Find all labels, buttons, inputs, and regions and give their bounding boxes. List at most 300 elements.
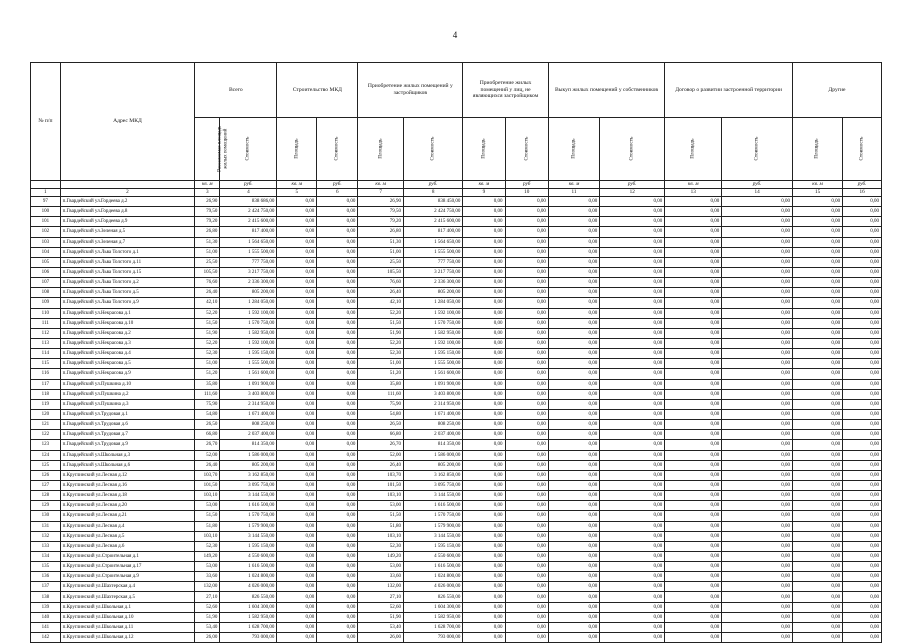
purchase-dev-area-cell: 105,50 <box>358 267 404 277</box>
total-area-cell: 53,40 <box>195 622 220 632</box>
buyout-area-cell: 0,00 <box>548 491 599 501</box>
table-row <box>31 399 882 409</box>
address-cell: п.Гвардейский ул.Льва Толстого д.5 <box>60 288 195 298</box>
purchase-dev-cost-cell: 1 616 500,00 <box>403 501 462 511</box>
agreement-area-cell: 0,00 <box>665 501 722 511</box>
buyout-area-cell: 0,00 <box>548 430 599 440</box>
other-cost-cell: 0,00 <box>843 551 882 561</box>
buyout-cost-cell: 0,00 <box>600 430 665 440</box>
purchase-dev-area-cell: 103,70 <box>358 470 404 480</box>
buyout-area-cell: 0,00 <box>548 612 599 622</box>
purchase-nondev-area-cell: 0,00 <box>463 338 505 348</box>
unit-cell: кв. м <box>665 181 722 189</box>
construction-cost-cell: 0,00 <box>317 369 358 379</box>
agreement-area-cell: 0,00 <box>665 440 722 450</box>
buyout-cost-cell: 0,00 <box>600 551 665 561</box>
purchase-nondev-area-cell: 0,00 <box>463 440 505 450</box>
other-cost-cell: 0,00 <box>843 420 882 430</box>
construction-area-cell: 0,00 <box>277 460 317 470</box>
row-number-cell: 103 <box>31 237 61 247</box>
buyout-area-cell: 0,00 <box>548 318 599 328</box>
construction-area-cell: 0,00 <box>277 501 317 511</box>
other-area-cell: 0,00 <box>792 227 842 237</box>
other-area-cell: 0,00 <box>792 531 842 541</box>
purchase-nondev-cost-cell: 0,00 <box>505 247 548 257</box>
total-area-cell: 103,70 <box>195 470 220 480</box>
agreement-cost-cell: 0,00 <box>722 217 793 227</box>
total-area-cell: 79,20 <box>195 217 220 227</box>
purchase-nondev-cost-cell: 0,00 <box>505 480 548 490</box>
table-row <box>31 197 882 207</box>
total-area-cell: 51,00 <box>195 247 220 257</box>
agreement-area-cell: 0,00 <box>665 257 722 267</box>
table-row <box>31 379 882 389</box>
purchase-nondev-area-cell: 0,00 <box>463 541 505 551</box>
row-number-cell: 121 <box>31 420 61 430</box>
purchase-nondev-cost-cell: 0,00 <box>505 551 548 561</box>
construction-area-cell: 0,00 <box>277 470 317 480</box>
table-body <box>31 197 882 643</box>
buyout-cost-cell: 0,00 <box>600 541 665 551</box>
buyout-area-cell: 0,00 <box>548 633 599 643</box>
purchase-nondev-area-cell: 0,00 <box>463 308 505 318</box>
purchase-nondev-area-cell: 0,00 <box>463 521 505 531</box>
buyout-area-cell: 0,00 <box>548 420 599 430</box>
purchase-nondev-cost-cell: 0,00 <box>505 582 548 592</box>
total-cost-cell: 1 091 900,00 <box>220 379 277 389</box>
header-group-development-agreement: Договор о развитии застроенной территории <box>665 63 793 118</box>
purchase-nondev-cost-cell: 0,00 <box>505 328 548 338</box>
row-number-cell: 112 <box>31 328 61 338</box>
buyout-area-cell: 0,00 <box>548 227 599 237</box>
total-area-cell: 51,20 <box>195 369 220 379</box>
subheader-area: Площадь <box>548 118 599 181</box>
subheader-cost: Стоимость <box>403 118 462 181</box>
purchase-dev-cost-cell: 814 350,00 <box>403 440 462 450</box>
total-cost-cell: 826 550,00 <box>220 592 277 602</box>
purchase-nondev-cost-cell: 0,00 <box>505 633 548 643</box>
construction-cost-cell: 0,00 <box>317 470 358 480</box>
agreement-cost-cell: 0,00 <box>722 379 793 389</box>
agreement-cost-cell: 0,00 <box>722 541 793 551</box>
total-area-cell: 149,20 <box>195 551 220 561</box>
other-cost-cell: 0,00 <box>843 430 882 440</box>
units-empty-cell <box>31 181 61 189</box>
agreement-cost-cell: 0,00 <box>722 450 793 460</box>
buyout-area-cell: 0,00 <box>548 531 599 541</box>
total-cost-cell: 1 582 950,00 <box>220 612 277 622</box>
other-cost-cell: 0,00 <box>843 237 882 247</box>
total-area-cell: 111,60 <box>195 389 220 399</box>
purchase-dev-cost-cell: 2 314 950,00 <box>403 399 462 409</box>
purchase-nondev-cost-cell: 0,00 <box>505 349 548 359</box>
row-number-cell: 134 <box>31 551 61 561</box>
construction-area-cell: 0,00 <box>277 359 317 369</box>
construction-cost-cell: 0,00 <box>317 491 358 501</box>
unit-cell: кв. м <box>463 181 505 189</box>
purchase-nondev-area-cell: 0,00 <box>463 582 505 592</box>
agreement-area-cell: 0,00 <box>665 551 722 561</box>
agreement-cost-cell: 0,00 <box>722 409 793 419</box>
column-number: 9 <box>463 189 505 197</box>
agreement-area-cell: 0,00 <box>665 480 722 490</box>
subheader-area: Площадь <box>463 118 505 181</box>
construction-area-cell: 0,00 <box>277 562 317 572</box>
agreement-cost-cell: 0,00 <box>722 480 793 490</box>
purchase-dev-cost-cell: 1 586 000,00 <box>403 450 462 460</box>
buyout-area-cell: 0,00 <box>548 389 599 399</box>
column-number: 15 <box>792 189 842 197</box>
header-group-total: Всего <box>195 63 277 118</box>
buyout-area-cell: 0,00 <box>548 338 599 348</box>
row-number-cell: 116 <box>31 369 61 379</box>
other-area-cell: 0,00 <box>792 572 842 582</box>
construction-cost-cell: 0,00 <box>317 592 358 602</box>
address-cell: п.Гвардейский ул.Пушкина д.10 <box>60 379 195 389</box>
other-cost-cell: 0,00 <box>843 278 882 288</box>
purchase-dev-area-cell: 79,50 <box>358 207 404 217</box>
row-number-cell: 109 <box>31 298 61 308</box>
construction-cost-cell: 0,00 <box>317 379 358 389</box>
row-number-cell: 132 <box>31 531 61 541</box>
row-number-cell: 101 <box>31 217 61 227</box>
other-area-cell: 0,00 <box>792 237 842 247</box>
other-area-cell: 0,00 <box>792 217 842 227</box>
total-cost-cell: 1 582 950,00 <box>220 328 277 338</box>
buyout-cost-cell: 0,00 <box>600 207 665 217</box>
construction-area-cell: 0,00 <box>277 197 317 207</box>
agreement-cost-cell: 0,00 <box>722 622 793 632</box>
other-area-cell: 0,00 <box>792 470 842 480</box>
purchase-dev-area-cell: 26,50 <box>358 420 404 430</box>
purchase-dev-cost-cell: 4 026 000,00 <box>403 582 462 592</box>
agreement-area-cell: 0,00 <box>665 298 722 308</box>
agreement-area-cell: 0,00 <box>665 470 722 480</box>
buyout-cost-cell: 0,00 <box>600 369 665 379</box>
address-cell: п.Круглинский ул.Лесная д.18 <box>60 491 195 501</box>
total-cost-cell: 805 200,00 <box>220 288 277 298</box>
purchase-nondev-cost-cell: 0,00 <box>505 460 548 470</box>
purchase-dev-cost-cell: 2 424 750,00 <box>403 207 462 217</box>
buyout-area-cell: 0,00 <box>548 278 599 288</box>
row-number-cell: 105 <box>31 257 61 267</box>
purchase-nondev-cost-cell: 0,00 <box>505 227 548 237</box>
purchase-nondev-cost-cell: 0,00 <box>505 511 548 521</box>
purchase-dev-cost-cell: 817 400,00 <box>403 227 462 237</box>
row-number-cell: 119 <box>31 399 61 409</box>
table-row <box>31 359 882 369</box>
purchase-dev-cost-cell: 826 550,00 <box>403 592 462 602</box>
agreement-area-cell: 0,00 <box>665 592 722 602</box>
agreement-area-cell: 0,00 <box>665 278 722 288</box>
construction-cost-cell: 0,00 <box>317 633 358 643</box>
buyout-cost-cell: 0,00 <box>600 592 665 602</box>
other-area-cell: 0,00 <box>792 511 842 521</box>
address-cell: п.Круглинский ул.Строительная д.17 <box>60 562 195 572</box>
purchase-nondev-area-cell: 0,00 <box>463 247 505 257</box>
agreement-cost-cell: 0,00 <box>722 207 793 217</box>
other-area-cell: 0,00 <box>792 480 842 490</box>
total-cost-cell: 1 616 500,00 <box>220 562 277 572</box>
purchase-dev-cost-cell: 808 250,00 <box>403 420 462 430</box>
purchase-dev-area-cell: 111,60 <box>358 389 404 399</box>
header-group-buyout: Выкуп жилых помещений у собственников <box>548 63 664 118</box>
other-area-cell: 0,00 <box>792 420 842 430</box>
table-row <box>31 551 882 561</box>
purchase-nondev-area-cell: 0,00 <box>463 288 505 298</box>
construction-area-cell: 0,00 <box>277 541 317 551</box>
total-area-cell: 52,60 <box>195 602 220 612</box>
total-cost-cell: 3 144 550,00 <box>220 491 277 501</box>
other-area-cell: 0,00 <box>792 349 842 359</box>
agreement-cost-cell: 0,00 <box>722 420 793 430</box>
total-area-cell: 26,00 <box>195 633 220 643</box>
buyout-area-cell: 0,00 <box>548 501 599 511</box>
buyout-cost-cell: 0,00 <box>600 389 665 399</box>
buyout-cost-cell: 0,00 <box>600 562 665 572</box>
other-cost-cell: 0,00 <box>843 470 882 480</box>
total-area-cell: 76,60 <box>195 278 220 288</box>
header-row-number: № п/п <box>31 63 61 181</box>
purchase-dev-area-cell: 76,60 <box>358 278 404 288</box>
address-cell: п.Гвардейский ул.Школьная д.3 <box>60 450 195 460</box>
column-number: 4 <box>220 189 277 197</box>
table-row <box>31 633 882 643</box>
total-cost-cell: 777 750,00 <box>220 257 277 267</box>
construction-area-cell: 0,00 <box>277 247 317 257</box>
total-cost-cell: 838 686,00 <box>220 197 277 207</box>
buyout-area-cell: 0,00 <box>548 440 599 450</box>
buyout-area-cell: 0,00 <box>548 288 599 298</box>
other-cost-cell: 0,00 <box>843 491 882 501</box>
address-cell: п.Гвардейский ул.Некрасова д.9 <box>60 369 195 379</box>
other-cost-cell: 0,00 <box>843 349 882 359</box>
purchase-nondev-cost-cell: 0,00 <box>505 409 548 419</box>
other-cost-cell: 0,00 <box>843 501 882 511</box>
purchase-dev-area-cell: 51,50 <box>358 318 404 328</box>
other-cost-cell: 0,00 <box>843 409 882 419</box>
address-cell: п.Круглинский ул.Школьная д.11 <box>60 622 195 632</box>
purchase-dev-cost-cell: 805 200,00 <box>403 460 462 470</box>
construction-area-cell: 0,00 <box>277 440 317 450</box>
purchase-dev-cost-cell: 3 144 550,00 <box>403 491 462 501</box>
construction-cost-cell: 0,00 <box>317 430 358 440</box>
construction-area-cell: 0,00 <box>277 298 317 308</box>
address-cell: п.Гвардейский ул.Льва Толстого д.1 <box>60 247 195 257</box>
other-cost-cell: 0,00 <box>843 440 882 450</box>
subheader-area: Площадь <box>792 118 842 181</box>
buyout-cost-cell: 0,00 <box>600 237 665 247</box>
purchase-dev-cost-cell: 1 628 700,00 <box>403 622 462 632</box>
purchase-dev-cost-cell: 1 595 150,00 <box>403 349 462 359</box>
column-number: 7 <box>358 189 404 197</box>
row-number-cell: 120 <box>31 409 61 419</box>
row-number-cell: 131 <box>31 521 61 531</box>
table-row <box>31 491 882 501</box>
purchase-nondev-area-cell: 0,00 <box>463 409 505 419</box>
buyout-area-cell: 0,00 <box>548 409 599 419</box>
purchase-nondev-cost-cell: 0,00 <box>505 470 548 480</box>
address-cell: п.Гвардейский ул.Некрасова д.2 <box>60 328 195 338</box>
agreement-cost-cell: 0,00 <box>722 551 793 561</box>
construction-cost-cell: 0,00 <box>317 450 358 460</box>
agreement-area-cell: 0,00 <box>665 328 722 338</box>
other-cost-cell: 0,00 <box>843 257 882 267</box>
table-row <box>31 288 882 298</box>
purchase-nondev-area-cell: 0,00 <box>463 450 505 460</box>
purchase-dev-cost-cell: 1 555 500,00 <box>403 247 462 257</box>
total-cost-cell: 793 000,00 <box>220 633 277 643</box>
address-cell: п.Гвардейский ул.Некрасова д.10 <box>60 318 195 328</box>
other-area-cell: 0,00 <box>792 551 842 561</box>
other-cost-cell: 0,00 <box>843 328 882 338</box>
address-cell: п.Гвардейский ул.Трудовая д.7 <box>60 430 195 440</box>
row-number-cell: 135 <box>31 562 61 572</box>
table-row <box>31 440 882 450</box>
construction-cost-cell: 0,00 <box>317 480 358 490</box>
purchase-nondev-cost-cell: 0,00 <box>505 399 548 409</box>
column-number: 1 <box>31 189 61 197</box>
agreement-cost-cell: 0,00 <box>722 389 793 399</box>
other-area-cell: 0,00 <box>792 359 842 369</box>
agreement-cost-cell: 0,00 <box>722 430 793 440</box>
address-cell: п.Гвардейский ул.Пушкина д.3 <box>60 399 195 409</box>
agreement-cost-cell: 0,00 <box>722 237 793 247</box>
agreement-area-cell: 0,00 <box>665 389 722 399</box>
other-cost-cell: 0,00 <box>843 592 882 602</box>
row-number-cell: 106 <box>31 267 61 277</box>
table-row <box>31 541 882 551</box>
other-area-cell: 0,00 <box>792 582 842 592</box>
total-cost-cell: 2 336 300,00 <box>220 278 277 288</box>
buyout-area-cell: 0,00 <box>548 551 599 561</box>
agreement-cost-cell: 0,00 <box>722 399 793 409</box>
agreement-area-cell: 0,00 <box>665 511 722 521</box>
purchase-nondev-cost-cell: 0,00 <box>505 369 548 379</box>
buyout-area-cell: 0,00 <box>548 592 599 602</box>
other-cost-cell: 0,00 <box>843 379 882 389</box>
other-area-cell: 0,00 <box>792 602 842 612</box>
purchase-dev-cost-cell: 1 570 750,00 <box>403 318 462 328</box>
total-cost-cell: 1 595 150,00 <box>220 349 277 359</box>
construction-area-cell: 0,00 <box>277 237 317 247</box>
agreement-cost-cell: 0,00 <box>722 470 793 480</box>
table-row <box>31 389 882 399</box>
total-area-cell: 52,20 <box>195 338 220 348</box>
purchase-nondev-area-cell: 0,00 <box>463 298 505 308</box>
buyout-area-cell: 0,00 <box>548 308 599 318</box>
total-area-cell: 52,30 <box>195 349 220 359</box>
total-cost-cell: 3 095 750,00 <box>220 480 277 490</box>
buyout-cost-cell: 0,00 <box>600 582 665 592</box>
other-area-cell: 0,00 <box>792 197 842 207</box>
agreement-area-cell: 0,00 <box>665 359 722 369</box>
row-number-cell: 104 <box>31 247 61 257</box>
buyout-cost-cell: 0,00 <box>600 622 665 632</box>
column-number: 16 <box>843 189 882 197</box>
buyout-area-cell: 0,00 <box>548 247 599 257</box>
buyout-cost-cell: 0,00 <box>600 359 665 369</box>
total-cost-cell: 1 586 000,00 <box>220 450 277 460</box>
agreement-cost-cell: 0,00 <box>722 460 793 470</box>
row-number-cell: 126 <box>31 470 61 480</box>
total-cost-cell: 1 604 300,00 <box>220 602 277 612</box>
buyout-area-cell: 0,00 <box>548 197 599 207</box>
table-row <box>31 430 882 440</box>
construction-cost-cell: 0,00 <box>317 541 358 551</box>
agreement-cost-cell: 0,00 <box>722 612 793 622</box>
construction-cost-cell: 0,00 <box>317 399 358 409</box>
purchase-nondev-area-cell: 0,00 <box>463 349 505 359</box>
address-cell: п.Гвардейский ул.Льва Толстого д.9 <box>60 298 195 308</box>
agreement-cost-cell: 0,00 <box>722 531 793 541</box>
agreement-cost-cell: 0,00 <box>722 267 793 277</box>
total-area-cell: 33,60 <box>195 572 220 582</box>
total-area-cell: 26,40 <box>195 288 220 298</box>
agreement-cost-cell: 0,00 <box>722 511 793 521</box>
total-area-cell: 132,00 <box>195 582 220 592</box>
table-row <box>31 409 882 419</box>
column-numbers-row <box>31 189 882 197</box>
row-number-cell: 139 <box>31 602 61 612</box>
agreement-cost-cell: 0,00 <box>722 491 793 501</box>
total-area-cell: 79,50 <box>195 207 220 217</box>
other-area-cell: 0,00 <box>792 257 842 267</box>
row-number-cell: 123 <box>31 440 61 450</box>
buyout-area-cell: 0,00 <box>548 450 599 460</box>
purchase-dev-cost-cell: 3 162 850,00 <box>403 470 462 480</box>
address-cell: п.Круглинский ул.Лесная д.6 <box>60 541 195 551</box>
agreement-area-cell: 0,00 <box>665 633 722 643</box>
purchase-nondev-area-cell: 0,00 <box>463 470 505 480</box>
row-number-cell: 107 <box>31 278 61 288</box>
address-cell: п.Круглинский ул.Лесная д.4 <box>60 521 195 531</box>
purchase-nondev-cost-cell: 0,00 <box>505 288 548 298</box>
row-number-cell: 110 <box>31 308 61 318</box>
agreement-cost-cell: 0,00 <box>722 308 793 318</box>
unit-cell: руб. <box>722 181 793 189</box>
agreement-cost-cell: 0,00 <box>722 440 793 450</box>
table-row <box>31 207 882 217</box>
construction-cost-cell: 0,00 <box>317 622 358 632</box>
other-cost-cell: 0,00 <box>843 602 882 612</box>
resettlement-table <box>30 62 882 643</box>
address-cell: п.Гвардейский ул.Зеленая д.7 <box>60 237 195 247</box>
purchase-nondev-area-cell: 0,00 <box>463 237 505 247</box>
total-cost-cell: 4 026 000,00 <box>220 582 277 592</box>
purchase-dev-area-cell: 53,00 <box>358 501 404 511</box>
other-cost-cell: 0,00 <box>843 633 882 643</box>
table-row <box>31 501 882 511</box>
purchase-nondev-cost-cell: 0,00 <box>505 430 548 440</box>
address-cell: п.Гвардейский ул.Некрасова д.5 <box>60 359 195 369</box>
construction-area-cell: 0,00 <box>277 409 317 419</box>
agreement-area-cell: 0,00 <box>665 267 722 277</box>
purchase-dev-area-cell: 51,80 <box>358 521 404 531</box>
purchase-dev-cost-cell: 4 550 600,00 <box>403 551 462 561</box>
other-area-cell: 0,00 <box>792 379 842 389</box>
agreement-cost-cell: 0,00 <box>722 602 793 612</box>
purchase-nondev-cost-cell: 0,00 <box>505 207 548 217</box>
purchase-dev-cost-cell: 3 144 550,00 <box>403 531 462 541</box>
purchase-nondev-cost-cell: 0,00 <box>505 562 548 572</box>
table-row <box>31 227 882 237</box>
construction-cost-cell: 0,00 <box>317 582 358 592</box>
purchase-dev-area-cell: 101,50 <box>358 480 404 490</box>
table-row <box>31 511 882 521</box>
agreement-area-cell: 0,00 <box>665 622 722 632</box>
purchase-dev-cost-cell: 1 582 950,00 <box>403 612 462 622</box>
